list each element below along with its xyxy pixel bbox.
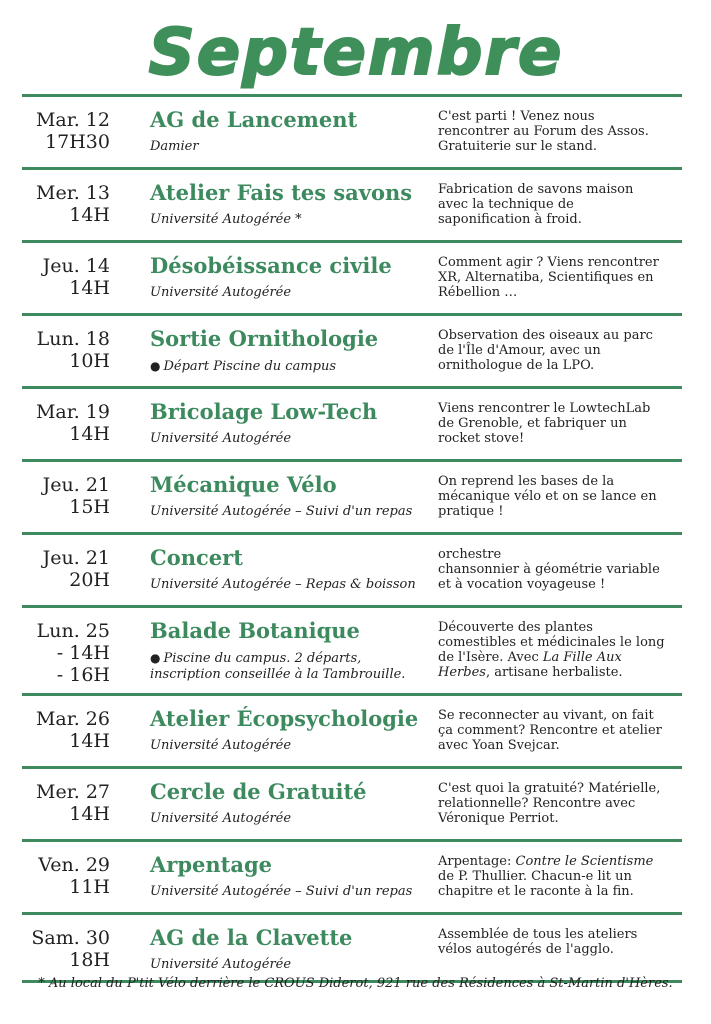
event-location xyxy=(150,504,412,520)
event-title: Atelier Fais tes savons xyxy=(150,180,413,205)
event-date-line: - 16H xyxy=(56,664,110,686)
event-title: Désobéissance civile xyxy=(150,253,392,278)
desc-text: Gratuiterie sur le stand. xyxy=(438,139,598,154)
event-date-line: 18H xyxy=(69,949,110,971)
event-date xyxy=(22,474,110,518)
event-description xyxy=(438,620,682,680)
desc-text: Rébellion … xyxy=(438,285,518,300)
event-title: AG de Lancement xyxy=(150,107,358,132)
event-title: Bricolage Low-Tech xyxy=(150,399,378,424)
event-description xyxy=(438,927,682,957)
desc-text: C'est quoi la gratuité? Matérielle, xyxy=(438,781,661,796)
event-date-line: 14H xyxy=(69,803,110,825)
desc-text: de P. Thullier. Chacun-e lit un xyxy=(438,869,632,884)
event-row xyxy=(22,389,682,459)
event-description xyxy=(438,255,682,300)
event-title: Cercle de Gratuité xyxy=(150,779,367,804)
event-location xyxy=(150,358,336,375)
event-row xyxy=(22,243,682,313)
event-description xyxy=(438,401,682,446)
event-date-line: 11H xyxy=(69,876,110,898)
desc-text: avec Yoan Svejcar. xyxy=(438,738,560,753)
desc-text: pratique ! xyxy=(438,504,504,519)
month-title-text: Septembre xyxy=(148,16,563,90)
desc-text: On reprend les bases de la xyxy=(438,474,615,489)
desc-text: ça comment? Rencontre et atelier xyxy=(438,723,662,738)
desc-text: orchestre xyxy=(438,547,502,562)
event-date xyxy=(22,781,110,825)
event-location xyxy=(150,139,199,155)
footnote: * Au local du P'tit Vélo derrière le CROUS Diderot, 921 rue des Résidences à St-Martin d'Hères. xyxy=(38,976,673,991)
desc-text: Véronique Perriot. xyxy=(438,811,559,826)
event-description xyxy=(438,854,682,899)
event-location-text: Université Autogérée xyxy=(150,431,292,446)
desc-italic: Contre le Scientisme xyxy=(515,854,654,869)
event-date-line: 14H xyxy=(69,204,110,226)
event-location xyxy=(150,738,291,754)
month-title-lettering xyxy=(146,10,566,90)
event-date xyxy=(22,927,110,971)
event-date xyxy=(22,255,110,299)
desc-text: Assemblée de tous les ateliers xyxy=(438,927,638,942)
event-location xyxy=(150,650,405,683)
event-title: Balade Botanique xyxy=(150,618,360,643)
event-title: Concert xyxy=(150,545,243,570)
event-description xyxy=(438,109,682,154)
event-date-line: Mar. 19 xyxy=(35,401,110,423)
desc-text: chapitre et le raconte à la fin. xyxy=(438,884,634,899)
event-row xyxy=(22,535,682,605)
event-location-text: Université Autogérée – Repas & boisson xyxy=(150,577,416,592)
event-title: Mécanique Vélo xyxy=(150,472,337,497)
desc-text: saponification à froid. xyxy=(438,212,582,227)
event-date-line: Lun. 18 xyxy=(36,328,110,350)
event-date-line: Jeu. 21 xyxy=(42,474,110,496)
desc-text: , artisane herbaliste. xyxy=(485,665,623,680)
desc-text: avec la technique de xyxy=(438,197,574,212)
event-row xyxy=(22,915,682,980)
event-date-line: 15H xyxy=(69,496,110,518)
event-date-line: 14H xyxy=(69,423,110,445)
event-date-line: 20H xyxy=(69,569,110,591)
event-date-line: Mer. 13 xyxy=(36,182,110,204)
desc-text: relationnelle? Rencontre avec xyxy=(438,796,636,811)
event-description xyxy=(438,781,682,826)
drop-icon: ● xyxy=(150,359,161,373)
desc-italic: La Fille Aux xyxy=(542,650,622,665)
event-date xyxy=(22,109,110,153)
desc-text: rencontrer au Forum des Assos. xyxy=(438,124,649,139)
event-location-text: Université Autogérée – Suivi d'un repas xyxy=(150,504,413,519)
event-date-line: Sam. 30 xyxy=(31,927,110,949)
event-location-text-2: inscription conseillée à la Tambrouille. xyxy=(150,667,406,682)
desc-text: Viens rencontrer le LowtechLab xyxy=(438,401,651,416)
event-date-line: 14H xyxy=(69,730,110,752)
event-title: Sortie Ornithologie xyxy=(150,326,379,351)
event-row xyxy=(22,608,682,693)
event-row xyxy=(22,769,682,839)
event-date-line: Jeu. 14 xyxy=(42,255,110,277)
event-location-text: Université Autogérée xyxy=(150,285,292,300)
event-location xyxy=(150,285,291,301)
desc-text: C'est parti ! Venez nous xyxy=(438,109,595,124)
desc-text: Observation des oiseaux au parc xyxy=(438,328,653,343)
desc-text: comestibles et médicinales le long xyxy=(438,635,665,650)
desc-text: Arpentage: xyxy=(438,854,516,869)
event-date xyxy=(22,854,110,898)
event-row xyxy=(22,97,682,167)
desc-text: et à vocation voyageuse ! xyxy=(438,577,606,592)
desc-text: vélos autogérés de l'agglo. xyxy=(438,942,614,957)
event-row xyxy=(22,170,682,240)
drop-icon: ● xyxy=(150,651,161,665)
event-date-line: Mer. 27 xyxy=(36,781,110,803)
event-date-line: - 14H xyxy=(56,642,110,664)
desc-text: de l'Isère. Avec xyxy=(438,650,543,665)
event-row xyxy=(22,842,682,912)
desc-text: Fabrication de savons maison xyxy=(438,182,634,197)
desc-text: rocket stove! xyxy=(438,431,525,446)
event-row xyxy=(22,316,682,386)
event-date-line: 10H xyxy=(69,350,110,372)
event-location-text: Université Autogérée xyxy=(150,957,292,972)
event-description xyxy=(438,182,682,227)
event-date-line: Jeu. 21 xyxy=(42,547,110,569)
event-location-text: Université Autogérée xyxy=(150,811,292,826)
event-date xyxy=(22,708,110,752)
event-title: Atelier Écopsychologie xyxy=(150,706,419,731)
event-location xyxy=(150,811,291,827)
event-row xyxy=(22,462,682,532)
desc-italic: Herbes xyxy=(438,665,486,680)
event-location xyxy=(150,212,302,228)
event-date-line: Ven. 29 xyxy=(38,854,110,876)
desc-text: Découverte des plantes xyxy=(438,620,593,635)
event-description xyxy=(438,547,682,592)
event-date-line: Mar. 12 xyxy=(35,109,110,131)
event-title: Arpentage xyxy=(150,852,273,877)
event-description xyxy=(438,328,682,373)
event-location-text: Université Autogérée xyxy=(150,738,292,753)
event-location-text: Damier xyxy=(150,139,199,154)
event-date xyxy=(22,547,110,591)
desc-text: de Grenoble, et fabriquer un xyxy=(438,416,627,431)
desc-text: Se reconnecter au vivant, on fait xyxy=(438,708,654,723)
event-location xyxy=(150,884,412,900)
event-title: AG de la Clavette xyxy=(150,925,353,950)
event-date-line: 14H xyxy=(69,277,110,299)
event-date xyxy=(22,328,110,372)
event-date-line: Mar. 26 xyxy=(35,708,110,730)
event-date xyxy=(22,401,110,445)
event-location-text: Université Autogérée * xyxy=(150,212,302,227)
desc-text: XR, Alternatiba, Scientifiques en xyxy=(438,270,654,285)
desc-text: de l'Île d'Amour, avec un xyxy=(438,343,601,358)
desc-text: Comment agir ? Viens rencontrer xyxy=(438,255,659,270)
event-date-line: 17H30 xyxy=(45,131,110,153)
event-description xyxy=(438,474,682,519)
event-description xyxy=(438,708,682,753)
event-location-text: Université Autogérée – Suivi d'un repas xyxy=(150,884,413,899)
event-location xyxy=(150,431,291,447)
event-date-line: Lun. 25 xyxy=(36,620,110,642)
event-row xyxy=(22,696,682,766)
event-date xyxy=(22,620,110,686)
event-location-text: Piscine du campus. 2 départs, xyxy=(163,651,362,666)
desc-text: chansonnier à géométrie variable xyxy=(438,562,660,577)
desc-text: ornithologue de la LPO. xyxy=(438,358,595,373)
agenda-list xyxy=(22,94,682,983)
event-location-text: Départ Piscine du campus xyxy=(163,359,337,374)
desc-text: mécanique vélo et on se lance en xyxy=(438,489,657,504)
event-location xyxy=(150,957,291,973)
month-title xyxy=(0,10,711,90)
event-location xyxy=(150,577,416,593)
event-date xyxy=(22,182,110,226)
